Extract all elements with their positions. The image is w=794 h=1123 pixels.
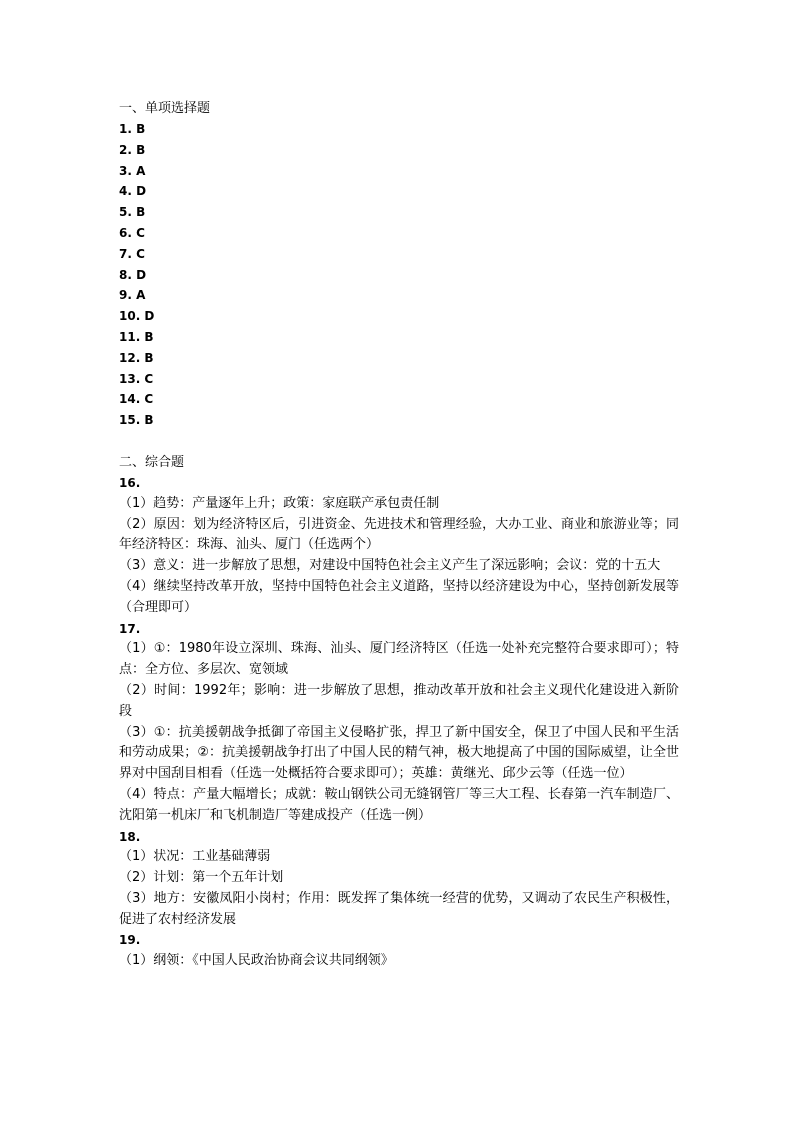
answer-item: （1）趋势：产量逐年上升；政策：家庭联产承包责任制 (119, 495, 440, 511)
choice-answer: 4. D (119, 184, 147, 199)
question-number: 18. (119, 829, 141, 844)
choice-answer: 10. D (119, 309, 155, 324)
answer-item: （3）①：抗美援朝战争抵御了帝国主义侵略扩张，捍卫了新中国安全，保卫了中国人民和平生活和劳动成果；②：抗美援朝战争打出了中国人民的精气神，极大地提高了中国的国际威望，让全世界对中国刮目相看（任选一处概括符合要求即可）；英雄：黄继光、邱少云等（任选一位） (119, 724, 679, 782)
answer-item: （3）意义：进一步解放了思想，对建设中国特色社会主义产生了深远影响；会议：党的十五大 (119, 558, 661, 574)
choice-answer: 7. C (119, 246, 145, 261)
answer-item: （1）状况：工业基础薄弱 (119, 849, 271, 865)
answer-item: （4）继续坚持改革开放，坚持中国特色社会主义道路，坚持以经济建设为中心，坚持创新发展等（合理即可） (119, 578, 679, 615)
answer-item: （2）原因：划为经济特区后，引进资金、先进技术和管理经验，大办工业、商业和旅游业等；同年经济特区：珠海、汕头、厦门（任选两个） (119, 516, 679, 553)
question-block (119, 473, 679, 619)
answer-item: （1）纲领：《中国人民政治协商会议共同纲领》 (119, 953, 394, 969)
choice-answer: 13. C (119, 371, 154, 386)
choice-answer: 11. B (119, 329, 154, 344)
section-title-choice: 一、单项选择题 (119, 101, 211, 116)
answer-item: （4）特点：产量大幅增长；成就：鞍山钢铁公司无缝钢管厂等三大工程、长春第一汽车制造厂、沈阳第一机床厂和飞机制造厂等建成投产（任选一例） (119, 786, 679, 823)
answer-item: （2）时间：1992年；影响：进一步解放了思想，推动改革开放和社会主义现代化建设进入新阶段 (119, 682, 679, 719)
choice-answer: 12. B (119, 350, 154, 365)
section-title-comprehensive: 二、综合题 (119, 454, 185, 470)
question-block (119, 827, 679, 931)
choice-answer: 2. B (119, 142, 146, 157)
answer-sheet (119, 98, 679, 972)
question-number: 16. (119, 475, 141, 490)
answer-item: （3）地方：安徽凤阳小岗村；作用：既发挥了集体统一经营的优势，又调动了农民生产积极性，促进了农村经济发展 (119, 890, 679, 927)
choice-answer-list (119, 119, 679, 431)
choice-answer: 14. C (119, 392, 154, 407)
answer-item: （1）①：1980年设立深圳、珠海、汕头、厦门经济特区（任选一处补充完整符合要求即可）；特点：全方位、多层次、宽领域 (119, 641, 679, 678)
choice-answer: 5. B (119, 205, 146, 220)
choice-answer: 1. B (119, 122, 146, 136)
choice-answer: 15. B (119, 413, 154, 428)
answer-item: （2）计划：第一个五年计划 (119, 870, 284, 886)
question-number: 17. (119, 621, 141, 636)
section-spacer (119, 431, 679, 452)
question-number: 19. (119, 933, 141, 948)
choice-answer: 9. A (119, 288, 146, 303)
choice-answer: 6. C (119, 225, 145, 240)
question-block (119, 930, 679, 972)
choice-answer: 8. D (119, 267, 147, 282)
question-block (119, 619, 679, 827)
choice-answer: 3. A (119, 163, 146, 178)
